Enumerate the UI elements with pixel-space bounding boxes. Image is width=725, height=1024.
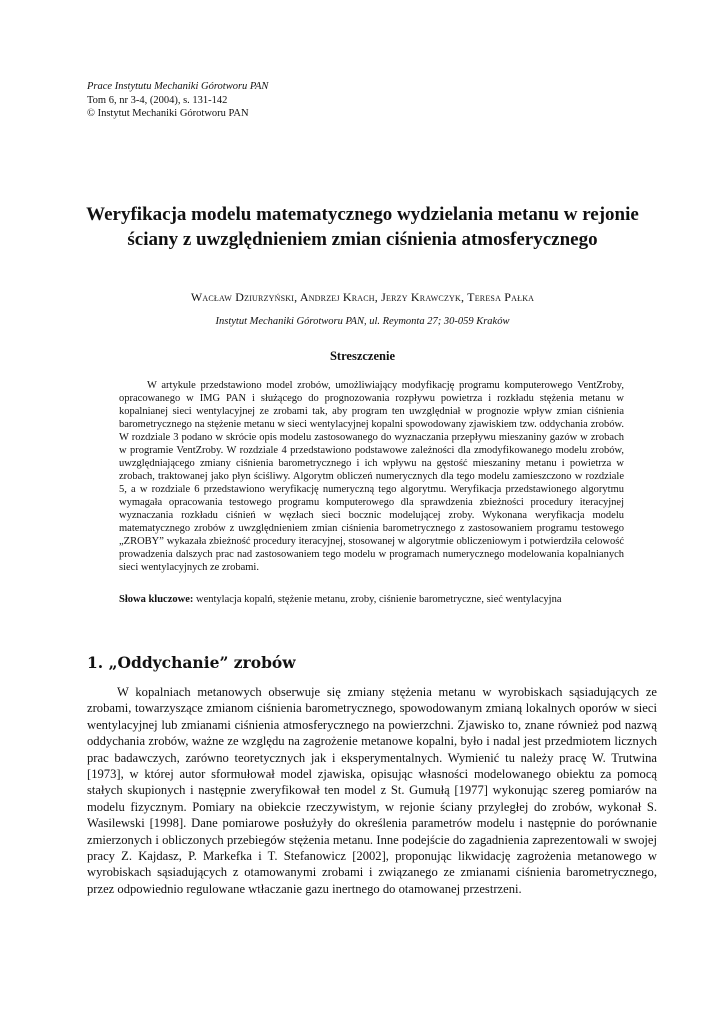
journal-copyright: © Instytut Mechaniki Górotworu PAN — [87, 108, 249, 119]
abstract-text: W artykule przedstawiono model zrobów, umożliwiający modyfikację programu komputerowego VentZroby, opracowanego w IMG PAN i służącego do prognozowania rozpływu powietrza i rozkładu stężenia metanu w kopalnianej sieci wentylacyjnej ze zrobami tak, aby program ten uwzględniał w prognozie wpływ zmian ciśnienia barometrycznego na stężenie metanu w sieci wentylacyjnej kopalni spowodowany zjawiskiem tzw. oddychania zrobów. W rozdziale 3 podano w skrócie opis modelu zastosowanego do wyznaczania przepływu mieszaniny gazów w zrobach w programie VentZroby. W rozdziale 4 przedstawiono podstawowe zależności dla zmodyfikowanego modelu zrobów, uwzględniającego zmiany ciśnienia barometrycznego i ich wpływu na gęstość mieszaniny metanu i powietrza w zrobach, traktowanej jako płyn ściśliwy. Algorytm obliczeń numerycznych dla tego modelu zamieszczono w rozdziale 5, a w rozdziale 6 przedstawiono weryfikację numeryczną tego algorytmu. Weryfikacja przedstawionego algorytmu wymagała opracowania testowego programu komputerowego dla sprawdzenia zbieżności procedury iteracyjnej wyznaczania rozkładu ciśnień w węzłach sieci bocznic modelującej zroby. Wykonana weryfikacja modelu matematycznego zrobów z uwzględnieniem zmian ciśnienia barometrycznego z zastosowaniem programu testowego „ZROBY” wykazała zbieżność procedury iteracyjnej, stosowanej w algorytmie obliczeniowym i potwierdziła celowość prowadzenia dalszych prac nad zastosowaniem tego modelu w programach numerycznego modelowania kopalnianych sieci wentylacyjnych ze zrobami. — [119, 380, 624, 573]
article-affiliation: Instytut Mechaniki Górotworu PAN, ul. Reymonta 27; 30-059 Kraków — [215, 316, 510, 327]
keywords-label: Słowa kluczowe: — [119, 594, 194, 605]
article-title: Weryfikacja modelu matematycznego wydzielania metanu w rejonie ściany z uwzględnieniem zmian ciśnienia atmosferycznego — [86, 204, 639, 250]
journal-volume: Tom 6, nr 3-4, (2004), s. 131-142 — [87, 94, 228, 106]
section-paragraph: W kopalniach metanowych obserwuje się zmiany stężenia metanu w wyrobiskach sąsiadujących ze zrobami, towarzyszące zmianom ciśnienia barometrycznego, spowodowanym zmianą lokalnych oporów w sieci wentylacyjnej lub zmianami ciśnienia atmosferycznego na powierzchni. Zjawisko to, znane również pod nazwą oddychania zrobów, ważne ze względu na zagrożenie metanowe kopalni, było i nadal jest przedmiotem licznych prac badawczych, zarówno teoretycznych jak i eksperymentalnych. Wymienić tu należy pracę W. Trutwina [1973], w której autor sformułował model zjawiska, opisując własności modelowanego obiektu za pomocą stałych skupionych i następnie zweryfikował ten model z St. Gumułą [1977] wykonując szereg pomiarów na modelu fizycznym. Pomiary na obiekcie rzeczywistym, w rejonie ściany przyległej do zrobów, wykonał S. Wasilewski [1998]. Dane pomiarowe posłużyły do określenia parametrów modelu i następnie do porównanie zmierzonych i obliczonych przebiegów stężenia metanu. Inne podejście do zagadnienia zaprezentowali w swojej pracy Z. Kajdasz, P. Markefka i T. Stefanowicz [2002], proponując likwidację zagrożenia metanowego w wyrobiskach sąsiadujących z otamowanymi zrobami i związanego ze zmianami ciśnienia barometrycznego, przez odpowiednio regulowane wtłaczanie gazu inertnego do otamowanej przestrzeni. — [87, 685, 657, 896]
section-heading: 1. „Oddychanie” zrobów — [87, 653, 296, 672]
article-authors: Wacław Dziurzyński, Andrzej Krach, Jerzy Krawczyk, Teresa Pałka — [190, 290, 535, 304]
abstract-heading: Streszczenie — [329, 349, 395, 363]
journal-name: Prace Instytutu Mechaniki Górotworu PAN — [87, 81, 269, 92]
keywords — [119, 593, 624, 606]
journal-header — [87, 80, 268, 121]
keywords-list: wentylacja kopalń, stężenie metanu, zroby, ciśnienie barometryczne, sieć wentylacyjna — [196, 594, 562, 605]
